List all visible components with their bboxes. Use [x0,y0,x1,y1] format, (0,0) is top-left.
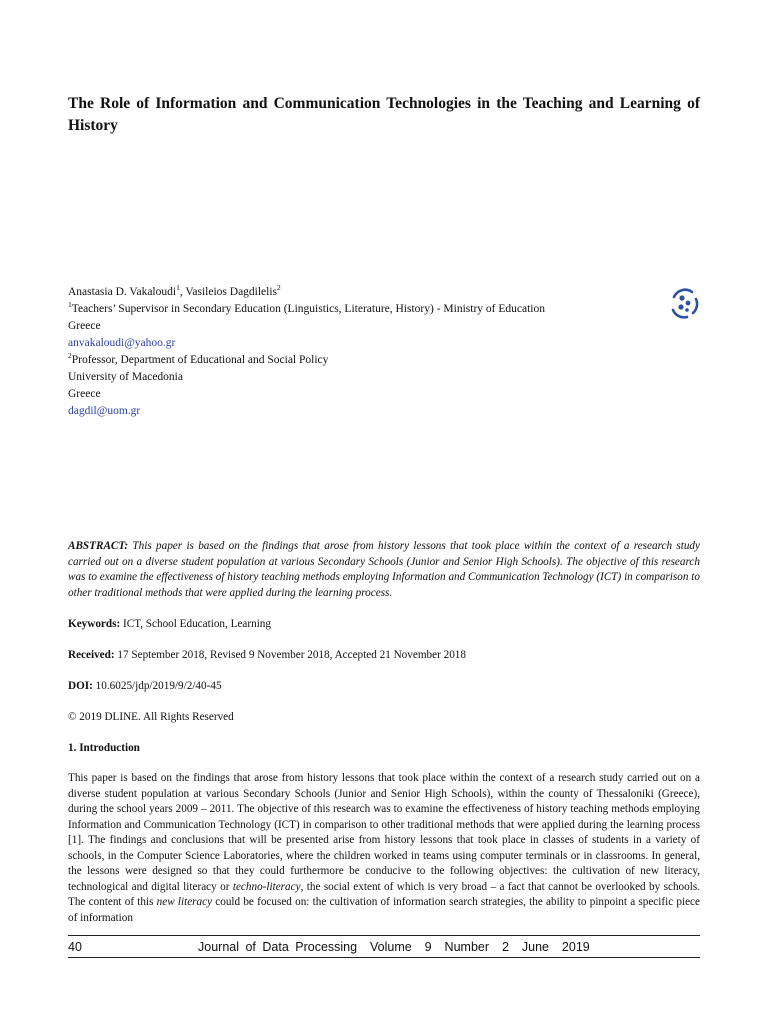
affiliation-2-country: Greece [68,388,101,400]
doi-line [68,679,700,694]
affiliation-1-sup: 1 [68,300,72,310]
abstract-paragraph [68,539,700,601]
intro-term-new-literacy: new literacy [156,896,213,908]
journal-info: Journal of Data Processing Volume 9 Number 2 June 2019 [198,940,590,954]
affiliation-2-sup: 2 [68,351,72,361]
keywords-label: Keywords: [68,618,121,630]
affiliation-1-text: Teachers’ Supervisor in Secondary Education (Linguistics, Literature, History) - Ministry of Education [71,303,545,315]
page-number: 40 [68,940,82,954]
footer-rule-top [68,935,700,936]
keywords-text: ICT, School Education, Learning [123,618,271,630]
paper-title: The Role of Information and Communication Technologies in the Teaching and Learning of History [68,95,700,134]
introduction-paragraph [68,771,700,926]
received-line [68,648,700,663]
affiliation-2-line [68,352,628,369]
affiliation-2-university: University of Macedonia [68,371,183,383]
keywords-line [68,617,700,632]
abstract-label: ABSTRACT: [68,540,129,552]
author-2-sup: 2 [277,283,281,293]
intro-text-2: , the social extent of which is very broad – a fact that cannot be overlooked by schools. The content of this [68,880,700,908]
doi-text: 10.6025/jdp/2019/9/2/40-45 [95,680,222,692]
doi-label: DOI: [68,680,93,692]
affiliation-2-text: Professor, Department of Educational and Social Policy [71,354,329,366]
affiliation-1-email[interactable]: anvakaloudi@yahoo.gr [68,337,176,349]
introduction-heading: 1. Introduction [68,742,140,754]
affiliation-1-line [68,301,628,318]
received-label: Received: [68,649,115,661]
page-footer [68,939,700,955]
intro-term-techno-literacy: techno-literacy [232,880,301,893]
intro-text-3: could be focused on: the cultivation of information search strategies, the ability to pinpoint a specific piece of information [68,896,700,924]
copyright-line: © 2019 DLINE. All Rights Reserved [68,711,234,723]
journal-logo-icon [668,286,700,320]
received-text: 17 September 2018, Revised 9 November 2018, Accepted 21 November 2018 [117,649,466,661]
affiliation-1-country: Greece [68,320,101,332]
author-1-sup: 1 [176,283,180,293]
affiliation-2-email[interactable]: dagdil@uom.gr [68,405,141,417]
abstract-text: This paper is based on the findings that arose from history lessons that took place within the context of a research study carried out on a diverse student population at various Secondary Schools (Junior and Senior High Schools). The objective of this research was to examine the effectiveness of history teaching methods employing Information and Communication Technology (ICT) in comparison to other traditional methods that were applied during the learning process. [68,540,700,599]
author-line [68,284,628,301]
author-name-2: Vasileios Dagdilelis [185,286,278,298]
author-affiliations [68,284,628,420]
footer-rule-bottom [68,957,700,958]
author-separator: , [179,286,186,298]
author-name-1: Anastasia D. Vakaloudi [68,286,177,298]
intro-text-1: This paper is based on the findings that arose from history lessons that took place within the context of a research study carried out on a diverse student population at various Secondary Schools (Junior and Senior High Schools), within the county of Thessaloniki (Greece), during the school years 2009 – 2011. The objective of this research was to examine the effectiveness of history teaching methods employing Information and Communication Technology (ICT) in comparison to other traditional methods that were applied during the learning process [1]. The findings and conclusions that will be presented arise from history lessons that took place in classes of students in a variety of schools, in the Computer Science Laboratories, where the children worked in teams using computer terminals or in classrooms. In general, the lessons were designed so that they could furthermore be conducive to the following objectives: the cultivation of new literacy, technological and digital literacy or [68,772,700,893]
